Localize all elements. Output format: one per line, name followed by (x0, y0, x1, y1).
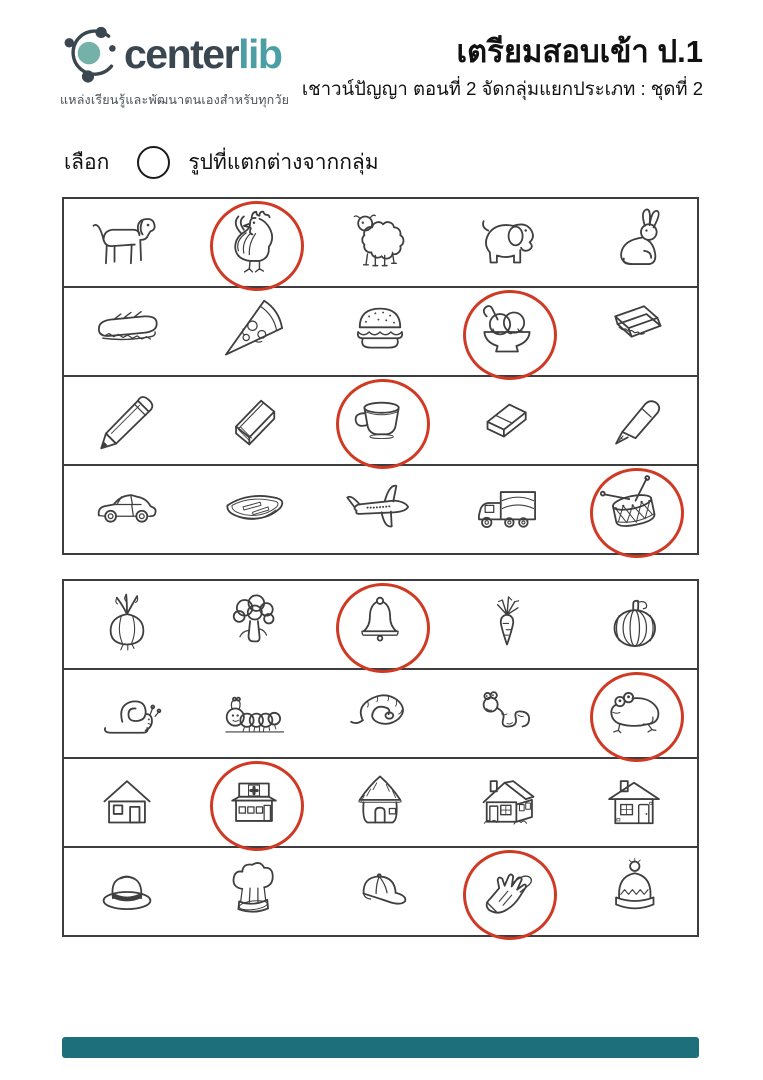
boat-icon (210, 471, 298, 549)
car-icon (83, 471, 171, 549)
elephant-icon (463, 204, 551, 282)
snail-choice[interactable] (64, 670, 191, 757)
hut-icon (336, 764, 424, 842)
caterpillar-choice[interactable] (191, 670, 318, 757)
house-flat-icon (590, 764, 678, 842)
brand-center: center (124, 30, 239, 77)
worm-choice[interactable] (444, 670, 571, 757)
picture-row (64, 466, 697, 553)
worm-icon (463, 675, 551, 753)
sandwich-choice[interactable] (570, 288, 697, 375)
eraser-icon (463, 382, 551, 460)
instruction-suffix: รูปที่แตกต่างจากกลุ่ม (188, 151, 379, 174)
dog-choice[interactable] (64, 199, 191, 286)
car-choice[interactable] (64, 466, 191, 553)
brand-wordmark (124, 31, 281, 78)
cup-choice[interactable] (317, 377, 444, 464)
answer-circle (336, 583, 430, 673)
drum-choice[interactable] (570, 466, 697, 553)
fedora-hat-choice[interactable] (64, 848, 191, 935)
picture-row (64, 581, 697, 670)
centerlib-logo (56, 24, 281, 84)
answer-circle (463, 290, 557, 380)
chef-hat-icon (210, 853, 298, 931)
baseball-cap-icon (336, 853, 424, 931)
answer-circle (463, 850, 557, 940)
picture-row (64, 848, 697, 935)
fountain-pen-icon (590, 382, 678, 460)
footer-bar (62, 1037, 699, 1058)
pizza-slice-icon (210, 293, 298, 371)
snail-icon (83, 675, 171, 753)
picture-row (64, 759, 697, 848)
logo-tagline: แหล่งเรียนรู้และพัฒนาตนเองสำหรับทุกวัย (60, 93, 290, 107)
lamb-icon (336, 204, 424, 282)
truck-choice[interactable] (444, 466, 571, 553)
fedora-hat-icon (83, 853, 171, 931)
snake-choice[interactable] (317, 670, 444, 757)
hut-choice[interactable] (317, 759, 444, 846)
baguette-sandwich-choice[interactable] (64, 288, 191, 375)
rabbit-icon (590, 204, 678, 282)
beanie-hat-icon (590, 853, 678, 931)
lamb-choice[interactable] (317, 199, 444, 286)
picture-table-1 (62, 197, 699, 555)
bell-choice[interactable] (317, 581, 444, 668)
hospital-choice[interactable] (191, 759, 318, 846)
glove-choice[interactable] (444, 848, 571, 935)
airplane-choice[interactable] (317, 466, 444, 553)
house-flat-choice[interactable] (570, 759, 697, 846)
truck-icon (463, 471, 551, 549)
onion-choice[interactable] (64, 581, 191, 668)
baseball-cap-choice[interactable] (317, 848, 444, 935)
boat-choice[interactable] (191, 466, 318, 553)
page-subtitle: เชาวน์ปัญญา ตอนที่ 2 จัดกลุ่มแยกประเภท : ชุดที่ 2 (301, 77, 703, 99)
carrot-icon (463, 586, 551, 664)
beanie-hat-choice[interactable] (570, 848, 697, 935)
carrot-choice[interactable] (444, 581, 571, 668)
brand-lib: lib (238, 30, 282, 77)
ice-cream-bowl-choice[interactable] (444, 288, 571, 375)
answer-circle (210, 201, 304, 291)
pizza-slice-choice[interactable] (191, 288, 318, 375)
sandwich-icon (590, 293, 678, 371)
eraser-choice[interactable] (444, 377, 571, 464)
answer-circle (590, 672, 684, 762)
house-choice[interactable] (64, 759, 191, 846)
picture-row (64, 670, 697, 759)
instruction-line (64, 146, 379, 179)
elephant-choice[interactable] (444, 199, 571, 286)
title-block (302, 34, 703, 104)
chicken-choice[interactable] (191, 199, 318, 286)
centerlib-orbit-icon (56, 24, 120, 84)
caterpillar-icon (210, 675, 298, 753)
chef-hat-choice[interactable] (191, 848, 318, 935)
pencil-icon (83, 382, 171, 460)
rabbit-choice[interactable] (570, 199, 697, 286)
book-icon (210, 382, 298, 460)
instruction-prefix: เลือก (64, 151, 110, 174)
cottage-choice[interactable] (444, 759, 571, 846)
book-choice[interactable] (191, 377, 318, 464)
frog-choice[interactable] (570, 670, 697, 757)
picture-row (64, 288, 697, 377)
cottage-icon (463, 764, 551, 842)
broccoli-icon (210, 586, 298, 664)
house-icon (83, 764, 171, 842)
answer-circle (336, 379, 430, 469)
pumpkin-icon (590, 586, 678, 664)
pencil-choice[interactable] (64, 377, 191, 464)
picture-table-2 (62, 579, 699, 937)
picture-row (64, 199, 697, 288)
dog-icon (83, 204, 171, 282)
picture-row (64, 377, 697, 466)
answer-circle (590, 468, 684, 558)
pumpkin-choice[interactable] (570, 581, 697, 668)
airplane-icon (336, 471, 424, 549)
hamburger-choice[interactable] (317, 288, 444, 375)
choice-circle-icon (137, 146, 170, 179)
hamburger-icon (336, 293, 424, 371)
page-title: เตรียมสอบเข้า ป.1 (456, 34, 703, 69)
answer-circle (210, 761, 304, 851)
fountain-pen-choice[interactable] (570, 377, 697, 464)
snake-icon (336, 675, 424, 753)
broccoli-choice[interactable] (191, 581, 318, 668)
baguette-sandwich-icon (83, 293, 171, 371)
onion-icon (83, 586, 171, 664)
